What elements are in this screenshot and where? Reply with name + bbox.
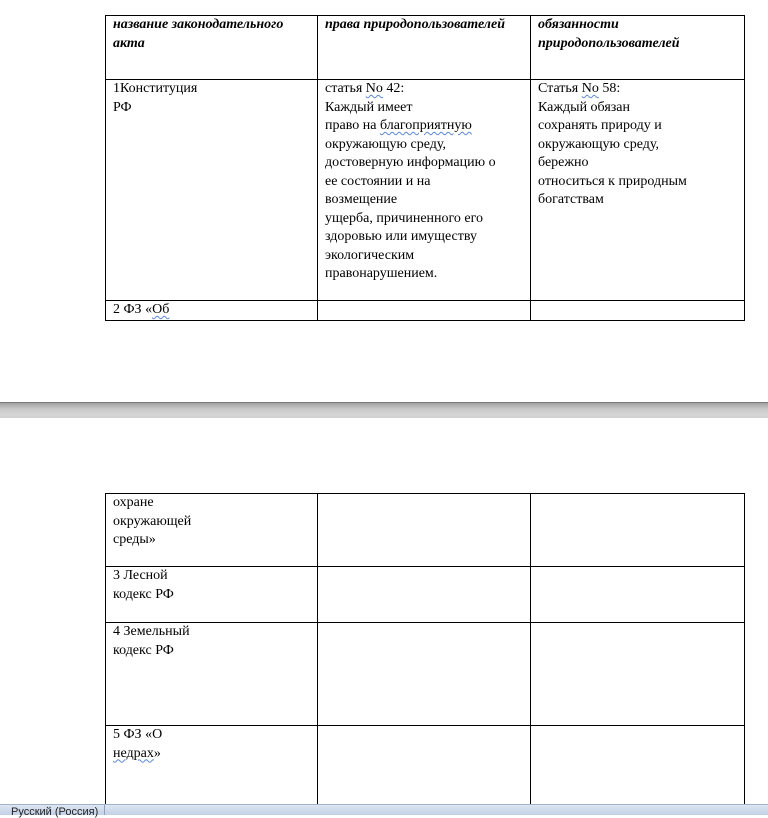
duties-article-number: 58: bbox=[598, 81, 621, 96]
act-text-spellchecked-word: Об bbox=[152, 302, 170, 317]
act-cell-land-code[interactable]: 4 Земельный кодекс РФ bbox=[106, 623, 318, 726]
act-text-line-2 bbox=[113, 745, 317, 764]
table-row bbox=[106, 494, 745, 567]
duties-cell-constitution[interactable] bbox=[531, 80, 745, 301]
header-duties[interactable]: обязанности природопользователей bbox=[531, 16, 745, 80]
table-row bbox=[106, 301, 745, 321]
table-row bbox=[106, 623, 745, 726]
rights-article-label: статья bbox=[325, 81, 366, 96]
act-cell-subsoil-law[interactable] bbox=[106, 726, 318, 807]
table-header-row bbox=[106, 16, 745, 80]
table-row bbox=[106, 80, 745, 301]
rights-text-line-2 bbox=[325, 117, 530, 136]
document-page-2 bbox=[0, 418, 768, 804]
act-text-line-1: 5 ФЗ «О bbox=[113, 727, 163, 742]
table-row bbox=[106, 726, 745, 807]
rights-cell[interactable] bbox=[318, 567, 531, 623]
status-language[interactable]: Русский (Россия) bbox=[11, 806, 99, 818]
page-break-gap bbox=[0, 402, 768, 418]
rights-cell-empty[interactable] bbox=[318, 301, 531, 321]
document-page-1 bbox=[0, 0, 768, 402]
act-text-spellchecked-word: недрах bbox=[113, 745, 154, 761]
rights-text-rest: окружающую среду, достоверную информацию о ее состоянии и на возмещение ущерба, причиненного его здоровью или имуществу экологическим правонарушением. bbox=[325, 136, 496, 281]
act-cell-fz-env-start[interactable] bbox=[106, 301, 318, 321]
duties-cell[interactable] bbox=[531, 623, 745, 726]
rights-article-number: 42: bbox=[382, 81, 405, 96]
duties-article-line bbox=[538, 80, 744, 99]
act-cell-fz-env-continued[interactable]: охране окружающей среды» bbox=[106, 494, 318, 567]
header-rights[interactable]: права природопользователей bbox=[318, 16, 531, 80]
rights-cell-empty[interactable] bbox=[318, 726, 531, 807]
header-act-name[interactable]: название законодательного акта bbox=[106, 16, 318, 80]
duties-cell-empty[interactable] bbox=[531, 726, 745, 807]
duties-text: Каждый обязан сохранять природу и окружающую среду, бережно относиться к природным богатствам bbox=[538, 99, 687, 207]
rights-cell[interactable] bbox=[318, 494, 531, 567]
act-text-suffix: » bbox=[153, 745, 161, 761]
act-cell-constitution[interactable]: 1Конституция РФ bbox=[106, 80, 318, 301]
rights-article-line bbox=[325, 80, 530, 99]
duties-cell[interactable] bbox=[531, 494, 745, 567]
act-table-part-2 bbox=[105, 493, 745, 807]
rights-cell-constitution[interactable] bbox=[318, 80, 531, 301]
act-table-part-1 bbox=[105, 15, 745, 321]
rights-text-line-1: Каждый имеет bbox=[325, 99, 413, 115]
status-bar bbox=[0, 804, 768, 818]
rights-text-spellchecked-word: благоприятную bbox=[379, 118, 472, 133]
duties-article-label: Статья bbox=[538, 81, 582, 96]
rights-text-prefix: право на bbox=[325, 118, 380, 133]
table-row bbox=[106, 567, 745, 623]
duties-cell-empty[interactable] bbox=[531, 301, 745, 321]
duties-article-no-sign: No bbox=[581, 81, 599, 96]
act-cell-forest-code[interactable]: 3 Лесной кодекс РФ bbox=[106, 567, 318, 623]
rights-cell[interactable] bbox=[318, 623, 531, 726]
rights-article-no-sign: No bbox=[365, 81, 383, 96]
duties-cell[interactable] bbox=[531, 567, 745, 623]
act-text-prefix: 2 ФЗ « bbox=[113, 302, 153, 317]
